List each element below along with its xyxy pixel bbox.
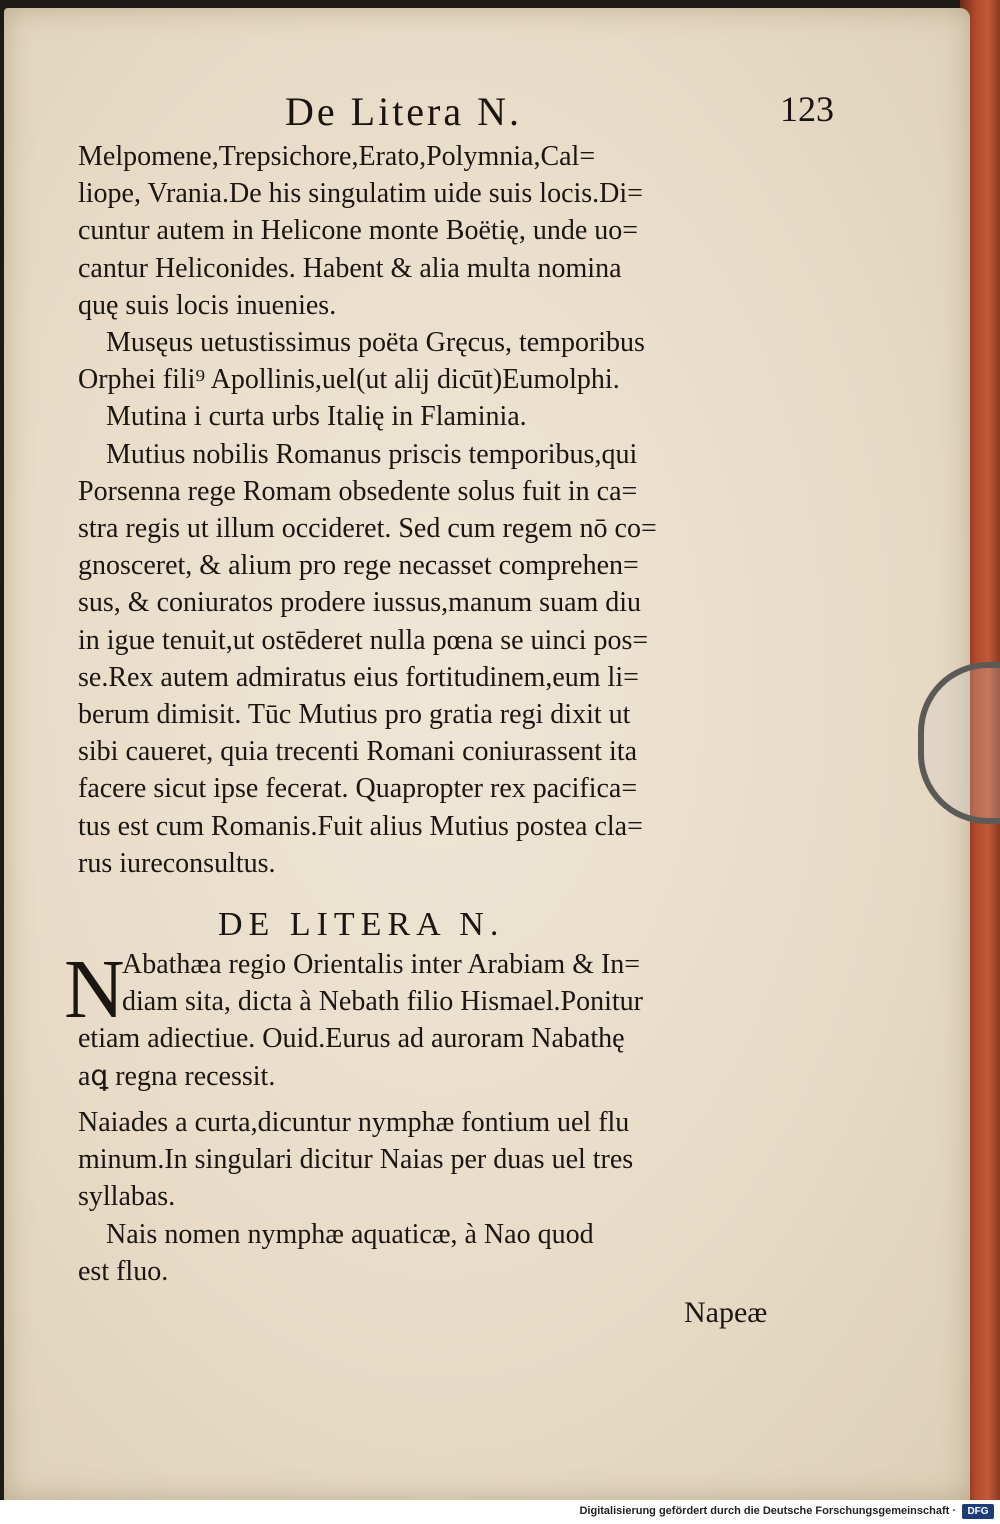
text-line: est fluo.: [78, 1255, 169, 1287]
text-line: sus, & coniuratos prodere iussus,manum suam diu: [78, 587, 642, 619]
text-line: etiam adiectiue. Ouid.Eurus ad auroram Nabathę: [78, 1023, 625, 1055]
text-line: sibi caueret, quia trecenti Romani coniurassent ita: [78, 736, 638, 768]
text-line: liope, Vrania.De his singulatim uide suis locis.Di=: [78, 178, 643, 210]
running-title: De Litera N.: [285, 89, 523, 134]
text-line: Orphei fili⁹ Apollinis,uel(ut alij dicūt)Eumolphi.: [78, 364, 620, 396]
text-line: aꝗ regna recessit.: [78, 1060, 276, 1092]
text-line: gnosceret, & alium pro rege necasset comprehen=: [78, 550, 639, 582]
page-header: [285, 88, 845, 142]
text-line: berum dimisit. Tūc Mutius pro gratia regi dixit ut: [78, 699, 631, 731]
text-line: cuntur autem in Helicone monte Boëtię, unde uo=: [78, 215, 639, 247]
text-line: se.Rex autem admiratus eius fortitudinem,eum li=: [78, 661, 639, 693]
drop-cap: N: [64, 943, 125, 1036]
funding-note: Digitalisierung gefördert durch die Deutsche Forschungsgemeinschaft ·: [579, 1505, 956, 1517]
text-line: quę suis locis inuenies.: [78, 289, 337, 321]
text-line: Naiades a curta,dicuntur nymphæ fontium uel flu: [78, 1107, 630, 1138]
text-line: minum.In singulari dicitur Naias per duas uel tres: [78, 1144, 634, 1176]
text-line: Abathæa regio Orientalis inter Arabiam & In=: [122, 949, 641, 980]
text-line: rus iureconsultus.: [78, 847, 276, 879]
text-line: Musęus uetustissimus poëta Gręcus, temporibus: [106, 327, 645, 359]
text-line: diam sita, dicta à Nebath filio Hismael.Ponitur: [122, 986, 643, 1018]
entries-n-intro: [78, 946, 838, 1095]
entries-n: [78, 1104, 838, 1290]
text-line: cantur Heliconides. Habent & alia multa nomina: [78, 252, 622, 284]
text-line: Melpomene,Trepsichore,Erato,Polymnia,Cal=: [78, 141, 596, 172]
dfg-logo-icon: DFG: [962, 1504, 994, 1519]
entries-m: [78, 138, 838, 882]
footer-bar: [0, 1500, 1000, 1524]
text-line: Mutius nobilis Romanus priscis temporibus,qui: [106, 438, 638, 470]
text-line: syllabas.: [78, 1181, 176, 1213]
text-line: Mutina i curta urbs Italię in Flaminia.: [106, 401, 527, 433]
page-number: 123: [780, 89, 834, 129]
text-line: in igue tenuit,ut ostēderet nulla pœna se uinci pos=: [78, 624, 649, 656]
text-line: facere sicut ipse fecerat. Quapropter rex pacifica=: [78, 773, 638, 805]
text-line: Porsenna rege Romam obsedente solus fuit in ca=: [78, 475, 638, 507]
section-heading: DE LITERA N.: [218, 906, 505, 943]
catchword: Napeæ: [684, 1296, 768, 1329]
text-line: Nais nomen nymphæ aquaticæ, à Nao quod: [106, 1218, 594, 1250]
text-line: stra regis ut illum occideret. Sed cum regem nō co=: [78, 513, 657, 545]
text-line: tus est cum Romanis.Fuit alius Mutius postea cla=: [78, 810, 643, 842]
